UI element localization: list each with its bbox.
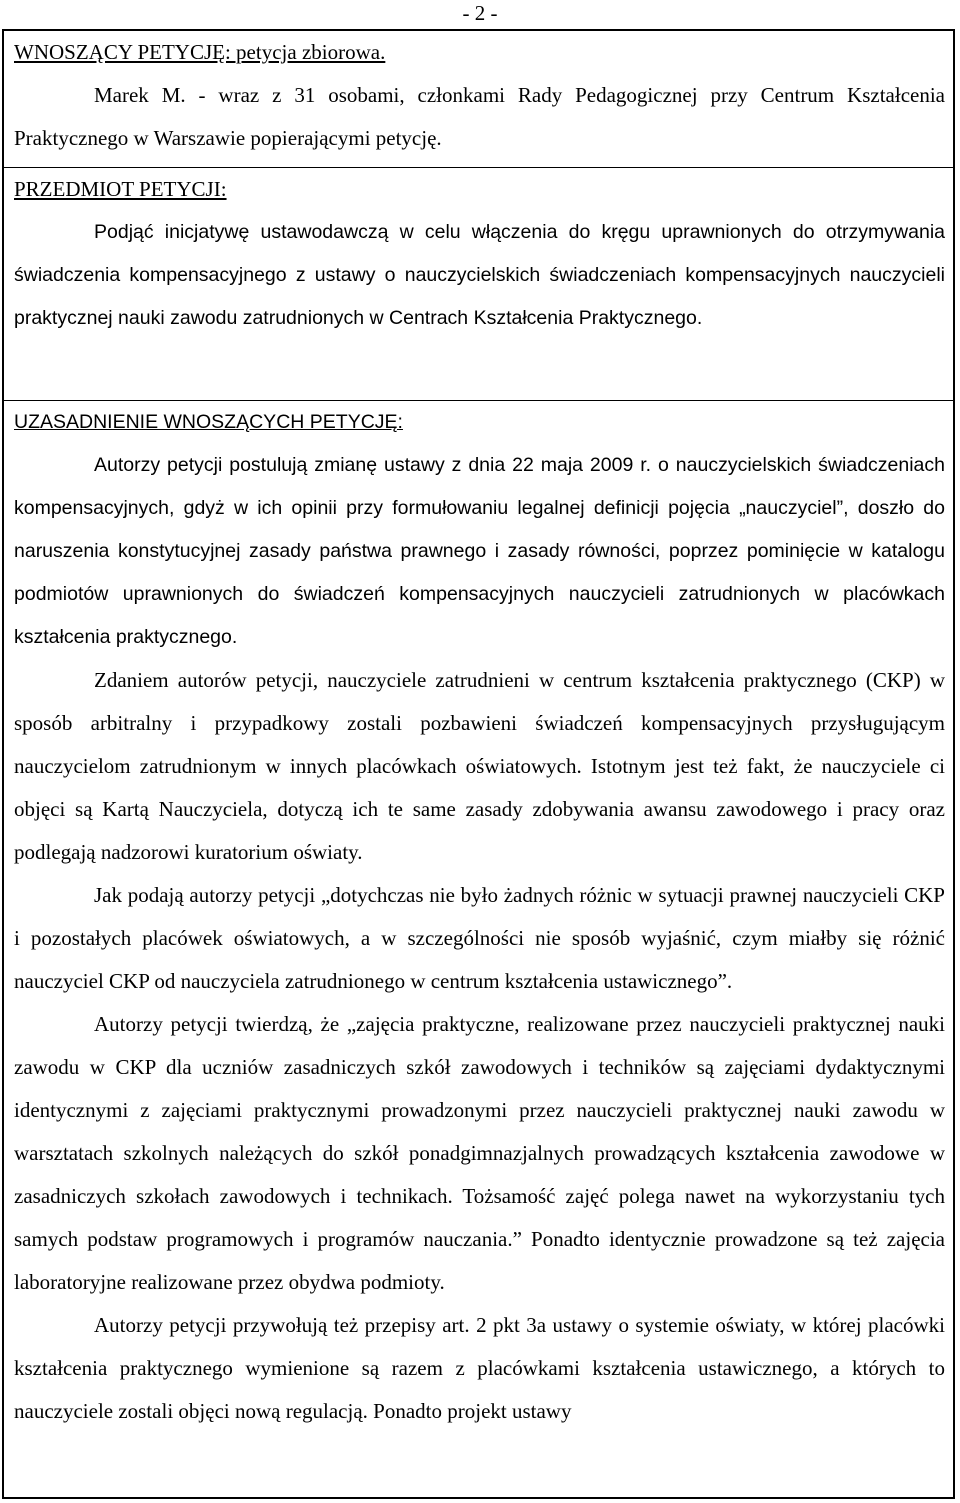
subject-heading: PRZEDMIOT PETYCJI: [14, 177, 227, 201]
justification-section [4, 401, 953, 1433]
justification-paragraph-5: Autorzy petycji przywołują też przepisy art. 2 pkt 3a ustawy o systemie oświaty, w której placówki kształcenia praktycznego wymienione są razem z placówkami kształcenia ustawicznego, a których to nauczyciele zostali objęci nową regulacją. Ponadto projekt ustawy [14, 1313, 945, 1423]
justification-paragraph-1: Autorzy petycji postulują zmianę ustawy z dnia 22 maja 2009 r. o nauczycielskich świadczeniach kompensacyjnych, gdyż w ich opinii przy formułowaniu legalnej definicji pojęcia „nauczyciel”, doszło do naruszenia konstytucyjnej zasady państwa prawnego i zasady równości, poprzez pominięcie w katalogu podmiotów uprawnionych do świadczeń kompensacyjnych nauczycieli zatrudnionych w placówkach kształcenia praktycznego. [14, 454, 945, 648]
petitioner-text: Marek M. - wraz z 31 osobami, członkami Rady Pedagogicznej przy Centrum Kształcenia Praktycznego w Warszawie popierającymi petycję. [14, 83, 945, 150]
petition-document-frame [2, 29, 955, 1499]
justification-paragraph-3: Jak podają autorzy petycji „dotychczas nie było żadnych różnic w sytuacji prawnej nauczycieli CKP i pozostałych placówek oświatowych, a w szczególności nie sposób wyjaśnić, czym miałby się różnić nauczyciel CKP od nauczyciela zatrudnionego w centrum kształcenia ustawicznego”. [14, 883, 945, 993]
justification-paragraph-4: Autorzy petycji twierdzą, że „zajęcia praktyczne, realizowane przez nauczycieli praktycznej nauki zawodu w CKP dla uczniów zasadniczych szkół zawodowych i techników są zajęciami dydaktycznymi identycznymi z zajęciami praktycznymi prowadzonymi przez nauczycieli praktycznej nauki zawodu w warsztatach szkolnych należących do szkół ponadgimnazjalnych prowadzących kształcenia zawodowe w zasadniczych szkołach zawodowych i technikach. Tożsamość zajęć polega nawet na wykorzystaniu tych samych podstaw programowych i programów nauczania.” Ponadto identycznie prowadzone są też zajęcia laboratoryjne realizowane przez obydwa podmioty. [14, 1012, 945, 1294]
petitioner-heading: WNOSZĄCY PETYCJĘ: petycja zbiorowa. [14, 40, 386, 64]
justification-heading: UZASADNIENIE WNOSZĄCYCH PETYCJĘ: [14, 411, 403, 433]
page-number: - 2 - [462, 1, 498, 25]
subject-section [4, 168, 953, 401]
subject-text: Podjąć inicjatywę ustawodawczą w celu włączenia do kręgu uprawnionych do otrzymywania świadczenia kompensacyjnego z ustawy o nauczycielskich świadczeniach kompensacyjnych nauczycieli praktycznej nauki zawodu zatrudnionych w Centrach Kształcenia Praktycznego. [14, 221, 945, 329]
petitioner-section [4, 31, 953, 168]
justification-paragraph-2: Zdaniem autorów petycji, nauczyciele zatrudnieni w centrum kształcenia praktycznego (CKP) w sposób arbitralny i przypadkowy zostali pozbawieni świadczeń kompensacyjnych przysługującym nauczycielom zatrudnionym w innych placówkach oświatowych. Istotnym jest też fakt, że nauczyciele ci objęci są Kartą Nauczyciela, dotyczą ich te same zasady zdobywania awansu zawodowego i pracy oraz podlegają nadzorowi kuratorium oświaty. [14, 668, 945, 864]
